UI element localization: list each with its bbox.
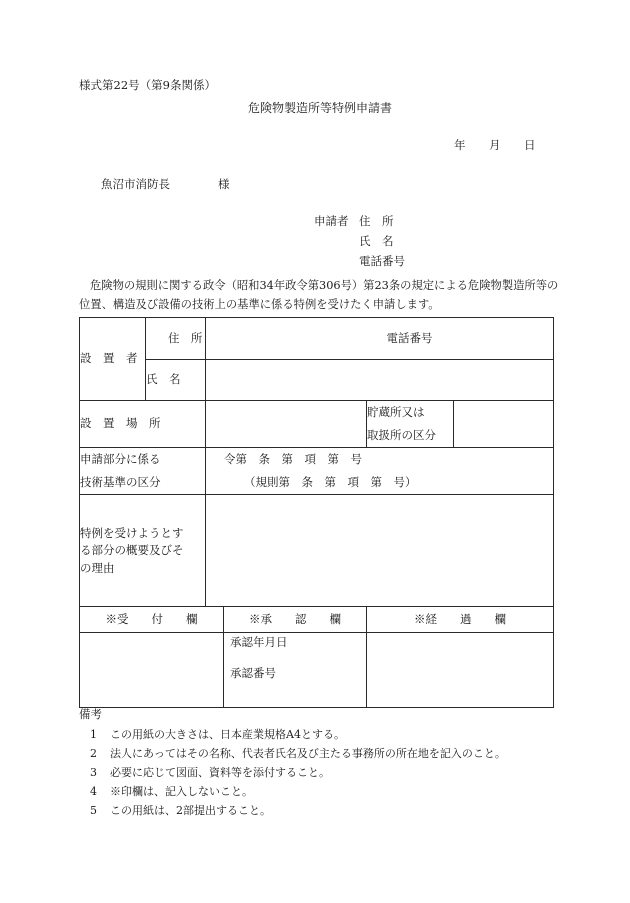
note-text: この用紙は、2部提出すること。: [110, 804, 271, 817]
location-label-cell: [80, 401, 206, 448]
installer-name-field[interactable]: [206, 360, 554, 401]
applicant-name-label: 氏 名: [359, 234, 394, 248]
note-number: 1: [90, 728, 97, 741]
tech-standard-label-cell: [80, 448, 206, 495]
note-text: 法人にあってはその名称、代表者氏名及び主たる事務所の所在地を記入のこと。: [110, 747, 506, 760]
special-reason-field[interactable]: [206, 495, 554, 607]
tech-standard-label-1: 申請部分に係る: [80, 452, 161, 467]
note-item: [90, 786, 253, 797]
installer-phone-label: 電話番号: [386, 331, 433, 345]
location-label: 設 置 場 所: [80, 416, 161, 431]
approval-number-label: 承認番号: [230, 665, 276, 680]
approval-field[interactable]: [224, 633, 367, 708]
note-item: [90, 767, 330, 778]
progress-header-cell: [367, 607, 554, 633]
special-reason-label-cell: [80, 495, 206, 607]
note-text: この用紙の大きさは、日本産業規格A4とする。: [110, 728, 345, 741]
note-text: ※印欄は、記入しないこと。: [110, 785, 253, 798]
date-year-label: 年: [454, 138, 466, 152]
installer-address-field[interactable]: [206, 318, 554, 360]
approval-date-label: 承認年月日: [230, 635, 288, 650]
tech-standard-field[interactable]: [206, 448, 554, 495]
progress-header: ※経 過 欄: [414, 611, 506, 626]
note-item: [90, 729, 345, 740]
addressee: 魚沼市消防長: [101, 177, 170, 191]
storage-category-label-cell: [367, 401, 454, 448]
applicant-phone-label: 電話番号: [359, 254, 405, 268]
special-reason-label-2: る部分の概要及びそ: [80, 543, 184, 558]
notes-heading: 備考: [79, 707, 102, 721]
installer-address-label-cell: [146, 318, 206, 360]
document-title: 危険物製造所等特例申請書: [248, 101, 393, 115]
applicant-label: 申請者: [314, 214, 349, 228]
approval-header: ※承 認 欄: [249, 611, 341, 626]
storage-category-field[interactable]: [454, 401, 554, 448]
special-reason-label-3: の理由: [80, 560, 115, 575]
approval-header-cell: [224, 607, 367, 633]
body-text-line-1: 危険物の規則に関する政令（昭和34年政令第306号）第23条の規定による危険物製造所等の: [90, 279, 559, 292]
note-number: 5: [90, 804, 97, 817]
special-reason-label-1: 特例を受けようとす: [80, 526, 184, 541]
receipt-field[interactable]: [80, 633, 224, 708]
note-item: [90, 748, 506, 759]
storage-category-label-1: 貯蔵所又は: [367, 405, 425, 420]
note-item: [90, 805, 271, 816]
applicant-address-label: 住 所: [359, 214, 394, 228]
tech-standard-label-2: 技術基準の区分: [80, 475, 161, 490]
installer-name-label: 氏 名: [146, 372, 181, 387]
date-month-label: 月: [489, 138, 501, 152]
installer-name-label-cell: [146, 360, 206, 401]
progress-field[interactable]: [367, 633, 554, 708]
ordinance-article: 令第 条 第 項 第 号: [224, 452, 362, 467]
location-field[interactable]: [206, 401, 367, 448]
receipt-header: ※受 付 欄: [105, 611, 198, 626]
body-text-line-2: 位置、構造及び設備の技術上の基準に係る特例を受けたく申請します。: [79, 298, 440, 311]
installer-label-cell: [80, 318, 146, 401]
receipt-header-cell: [80, 607, 224, 633]
form-number: 様式第22号（第9条関係）: [79, 78, 216, 92]
rule-article: （規則第 条 第 項 第 号）: [244, 475, 417, 490]
application-form-table: [79, 317, 554, 708]
note-number: 2: [90, 747, 97, 760]
note-number: 4: [90, 785, 97, 798]
installer-address-label: 住 所: [167, 330, 203, 345]
storage-category-label-2: 取扱所の区分: [367, 428, 436, 443]
honorific: 様: [218, 177, 230, 191]
note-text: 必要に応じて図面、資料等を添付すること。: [110, 766, 330, 779]
date-day-label: 日: [524, 138, 536, 152]
note-number: 3: [90, 766, 97, 779]
installer-label: 設 置 者: [80, 351, 138, 366]
